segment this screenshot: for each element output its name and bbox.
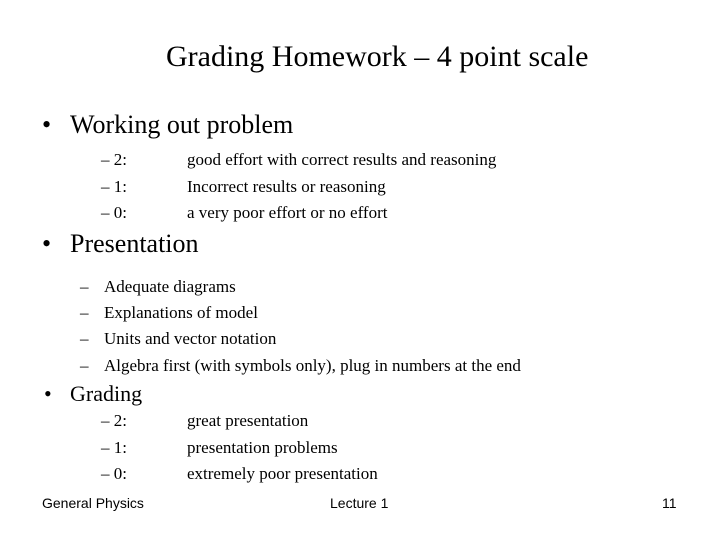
presentation-item-dash: – bbox=[80, 303, 89, 322]
working-item-text: good effort with correct results and reasoning bbox=[187, 150, 497, 169]
grading-item-text: great presentation bbox=[187, 411, 309, 430]
working-item-label: – 0: bbox=[101, 203, 127, 222]
section-presentation-heading: Presentation bbox=[70, 229, 199, 258]
grading-item-text: extremely poor presentation bbox=[187, 464, 378, 483]
footer-page-number: 11 bbox=[662, 495, 677, 511]
section-presentation-bullet: • bbox=[42, 229, 52, 258]
section-grading-bullet: • bbox=[44, 381, 52, 406]
presentation-item-text: Units and vector notation bbox=[104, 329, 277, 348]
section-working-heading: Working out problem bbox=[70, 110, 294, 139]
presentation-item-text: Adequate diagrams bbox=[104, 277, 236, 296]
presentation-item-text: Algebra first (with symbols only), plug in numbers at the end bbox=[104, 356, 521, 375]
presentation-item-dash: – bbox=[80, 329, 89, 348]
presentation-item-dash: – bbox=[80, 356, 89, 375]
footer-lecture: Lecture 1 bbox=[330, 495, 389, 511]
presentation-item-dash: – bbox=[80, 277, 89, 296]
working-item-text: a very poor effort or no effort bbox=[187, 203, 388, 222]
grading-item-label: – 0: bbox=[101, 464, 127, 483]
section-grading-heading: Grading bbox=[70, 381, 143, 406]
working-item-text: Incorrect results or reasoning bbox=[187, 177, 386, 196]
grading-item-text: presentation problems bbox=[187, 438, 338, 457]
grading-item-label: – 2: bbox=[101, 411, 127, 430]
slide-title: Grading Homework – 4 point scale bbox=[166, 40, 589, 73]
section-working-bullet: • bbox=[42, 110, 52, 139]
working-item-label: – 1: bbox=[101, 177, 127, 196]
footer-course: General Physics bbox=[42, 495, 144, 511]
grading-item-label: – 1: bbox=[101, 438, 127, 457]
working-item-label: – 2: bbox=[101, 150, 127, 169]
presentation-item-text: Explanations of model bbox=[104, 303, 258, 322]
